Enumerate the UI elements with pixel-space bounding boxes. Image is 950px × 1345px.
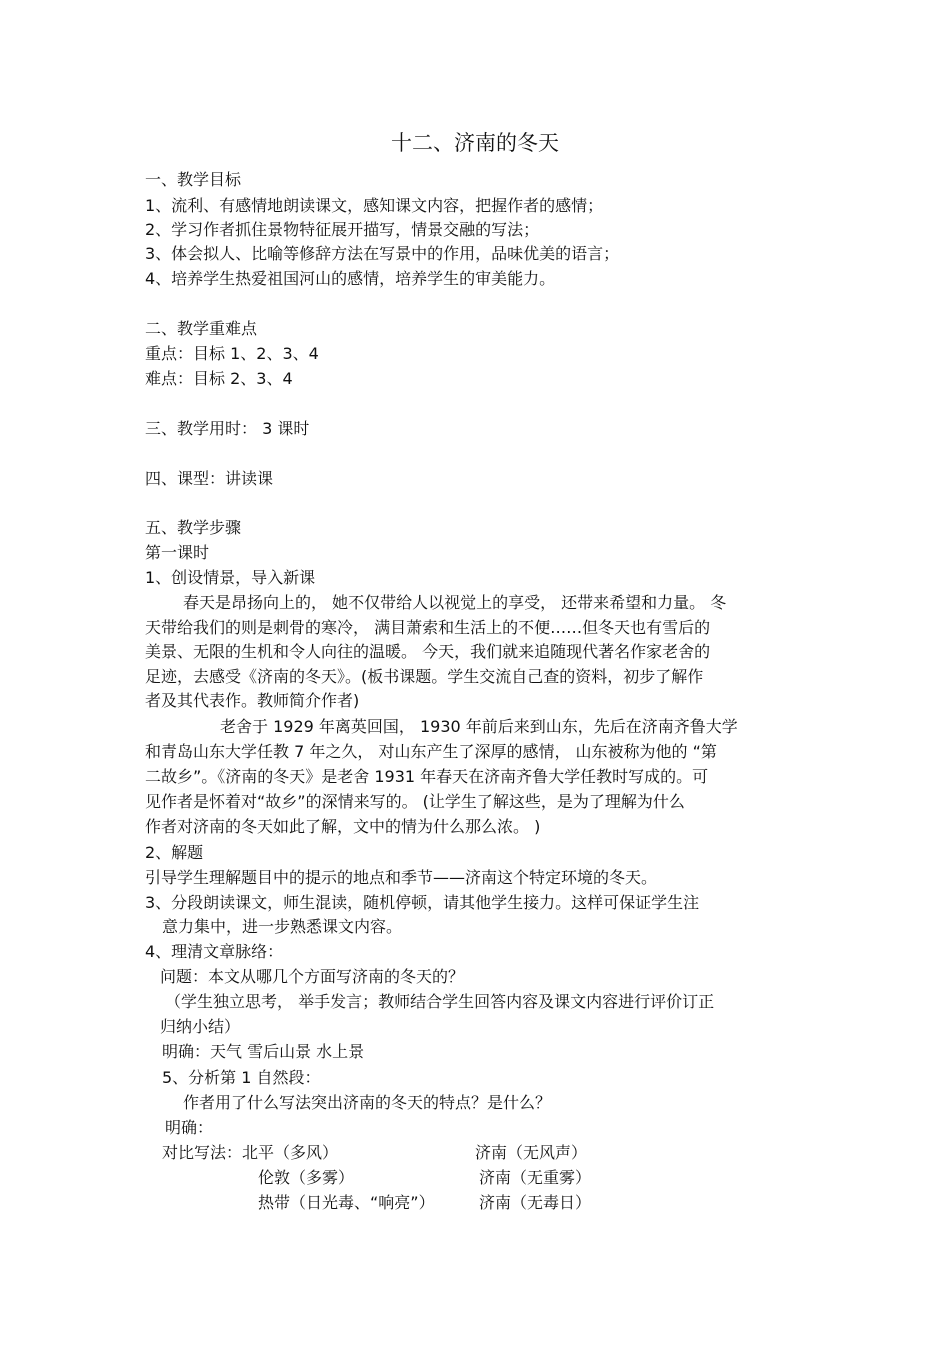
paragraph-line: 和青岛山东大学任教 7 年之久， 对山东产生了深厚的感情， 山东被称为他的 “第 <box>145 742 717 761</box>
text-line: 1、创设情景，导入新课 <box>145 568 316 587</box>
paragraph-line: 老舍于 1929 年离英回国， 1930 年前后来到山东，先后在济南齐鲁大学 <box>220 717 738 736</box>
section-heading: 三、教学用时： 3 课时 <box>145 419 310 438</box>
text-line: 意力集中，进一步熟悉课文内容。 <box>162 917 403 936</box>
text-line: 2、解题 <box>145 843 204 862</box>
text-line: 2、学习作者抓住景物特征展开描写，情景交融的写法； <box>145 220 540 239</box>
text-line: 明确：天气 雪后山景 水上景 <box>162 1042 365 1061</box>
paragraph-line: 美景、无限的生机和令人向往的温暖。 今天，我们就来追随现代著名作家老舍的 <box>145 642 711 661</box>
text-line: 4、理清文章脉络： <box>145 942 284 961</box>
paragraph-line: 春天是昂扬向上的， 她不仅带给人以视觉上的享受， 还带来希望和力量。 冬 <box>183 593 727 612</box>
text-line: 难点：目标 2、3、4 <box>145 369 293 388</box>
comparison-right: 济南（无重雾） <box>479 1168 592 1187</box>
text-line: 归纳小结） <box>160 1017 241 1036</box>
text-line: 1、流利、有感情地朗读课文，感知课文内容，把握作者的感情； <box>145 196 604 215</box>
paragraph-line: 者及其代表作。教师简介作者) <box>145 691 360 710</box>
paragraph-line: 二故乡”。《济南的冬天》是老舍 1931 年春天在济南齐鲁大学任教时写成的。可 <box>145 767 709 786</box>
text-line: 5、分析第 1 自然段： <box>162 1068 321 1087</box>
text-line: 重点：目标 1、2、3、4 <box>145 344 319 363</box>
text-line: 3、分段朗读课文，师生混读，随机停顿，请其他学生接力。这样可保证学生注 <box>145 893 700 912</box>
section-heading: 一、教学目标 <box>145 170 242 189</box>
text-line: 作者用了什么写法突出济南的冬天的特点？是什么？ <box>183 1093 552 1112</box>
section-heading: 五、教学步骤 <box>145 518 242 537</box>
text-line: 第一课时 <box>145 543 210 562</box>
paragraph-line: 足迹，去感受《济南的冬天》。(板书课题。学生交流自己查的资料，初步了解作 <box>145 667 704 686</box>
section-heading: 四、课型：讲读课 <box>145 469 274 488</box>
section-heading: 二、教学重难点 <box>145 319 258 338</box>
page-title: 十二、济南的冬天 <box>391 131 559 155</box>
text-line: （学生独立思考， 举手发言；教师结合学生回答内容及课文内容进行评价订正 <box>165 992 715 1011</box>
text-line: 3、体会拟人、比喻等修辞方法在写景中的作用，品味优美的语言； <box>145 244 620 263</box>
comparison-left: 热带（日光毒、“响亮”） <box>258 1193 435 1212</box>
text-line: 问题：本文从哪几个方面写济南的冬天的？ <box>160 967 465 986</box>
comparison-right: 济南（无风声） <box>475 1143 588 1162</box>
paragraph-line: 天带给我们的则是刺骨的寒冷， 满目萧索和生活上的不便……但冬天也有雪后的 <box>145 618 711 637</box>
paragraph-line: 作者对济南的冬天如此了解，文中的情为什么那么浓。 ) <box>145 817 541 836</box>
text-line: 明确： <box>165 1118 214 1137</box>
comparison-right: 济南（无毒日） <box>479 1193 592 1212</box>
text-line: 引导学生理解题目中的提示的地点和季节——济南这个特定环境的冬天。 <box>145 868 658 887</box>
comparison-left: 对比写法：北平（多风） <box>162 1143 339 1162</box>
comparison-left: 伦敦（多雾） <box>258 1168 355 1187</box>
paragraph-line: 见作者是怀着对“故乡”的深情来写的。 (让学生了解这些，是为了理解为什么 <box>145 792 685 811</box>
text-line: 4、培养学生热爱祖国河山的感情，培养学生的审美能力。 <box>145 269 556 288</box>
